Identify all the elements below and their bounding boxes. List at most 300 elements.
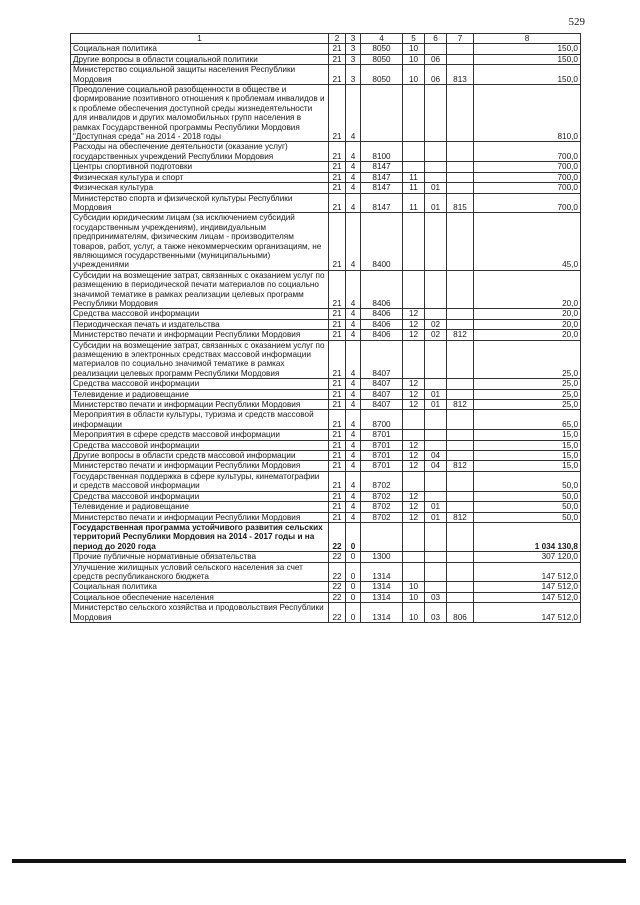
code-cell: 4 <box>346 172 361 182</box>
table-row <box>71 330 581 340</box>
code-cell: 4 <box>346 461 361 471</box>
code-cell: 06 <box>425 54 447 64</box>
code-cell: 0 <box>346 603 361 623</box>
code-cell: 01 <box>425 400 447 410</box>
amount-cell: 150,0 <box>474 65 581 85</box>
code-cell: 22 <box>329 552 346 562</box>
code-cell: 8147 <box>361 183 403 193</box>
table-row <box>71 54 581 64</box>
amount-cell: 15,0 <box>474 451 581 461</box>
code-cell: 03 <box>425 603 447 623</box>
code-cell <box>425 309 447 319</box>
code-cell: 3 <box>346 44 361 54</box>
row-name-cell: Министерство печати и информации Республики Мордовия <box>71 512 329 522</box>
table-row <box>71 410 581 430</box>
table-row <box>71 389 581 399</box>
code-cell: 8407 <box>361 379 403 389</box>
code-cell: 21 <box>329 172 346 182</box>
code-cell <box>425 379 447 389</box>
code-cell: 1300 <box>361 552 403 562</box>
code-cell: 21 <box>329 389 346 399</box>
code-cell: 21 <box>329 193 346 213</box>
column-header: 7 <box>447 34 474 44</box>
amount-cell: 307 120,0 <box>474 552 581 562</box>
code-cell <box>447 562 474 582</box>
code-cell <box>361 85 403 142</box>
code-cell <box>447 172 474 182</box>
code-cell <box>447 582 474 592</box>
code-cell: 8702 <box>361 502 403 512</box>
code-cell: 12 <box>403 309 425 319</box>
code-cell: 12 <box>403 502 425 512</box>
code-cell: 21 <box>329 400 346 410</box>
code-cell <box>447 142 474 162</box>
code-cell: 22 <box>329 592 346 602</box>
code-cell: 8702 <box>361 512 403 522</box>
code-cell <box>425 582 447 592</box>
code-cell: 21 <box>329 213 346 270</box>
amount-cell: 15,0 <box>474 461 581 471</box>
code-cell: 0 <box>346 592 361 602</box>
row-name-cell: Улучшение жилищных условий сельского населения за счет средств республиканского бюджета <box>71 562 329 582</box>
code-cell: 8406 <box>361 270 403 309</box>
row-name-cell: Периодическая печать и издательства <box>71 319 329 329</box>
code-cell: 812 <box>447 400 474 410</box>
code-cell: 8702 <box>361 471 403 491</box>
column-header: 2 <box>329 34 346 44</box>
table-header-row <box>71 34 581 44</box>
amount-cell: 147 512,0 <box>474 582 581 592</box>
code-cell: 02 <box>425 330 447 340</box>
row-name-cell: Расходы на обеспечение деятельности (оказание услуг) государственных учреждений Республики Мордовия <box>71 142 329 162</box>
code-cell: 0 <box>346 522 361 551</box>
code-cell <box>447 592 474 602</box>
code-cell <box>425 430 447 440</box>
code-cell: 0 <box>346 582 361 592</box>
row-name-cell: Физическая культура <box>71 183 329 193</box>
amount-cell: 50,0 <box>474 512 581 522</box>
code-cell: 4 <box>346 410 361 430</box>
table-row <box>71 193 581 213</box>
table-row <box>71 522 581 551</box>
row-name-cell: Средства массовой информации <box>71 491 329 501</box>
code-cell <box>425 491 447 501</box>
row-name-cell: Мероприятия в области культуры, туризма и средств массовой информации <box>71 410 329 430</box>
code-cell <box>425 552 447 562</box>
code-cell <box>403 340 425 379</box>
code-cell: 1314 <box>361 562 403 582</box>
table-row <box>71 502 581 512</box>
code-cell <box>361 522 403 551</box>
row-name-cell: Министерство сельского хозяйства и продовольствия Республики Мордовия <box>71 603 329 623</box>
amount-cell: 15,0 <box>474 440 581 450</box>
code-cell: 21 <box>329 491 346 501</box>
code-cell: 8407 <box>361 340 403 379</box>
code-cell: 21 <box>329 309 346 319</box>
code-cell: 8050 <box>361 44 403 54</box>
code-cell: 4 <box>346 309 361 319</box>
code-cell: 21 <box>329 430 346 440</box>
code-cell: 21 <box>329 451 346 461</box>
amount-cell: 150,0 <box>474 54 581 64</box>
code-cell: 02 <box>425 319 447 329</box>
table-row <box>71 162 581 172</box>
code-cell: 10 <box>403 65 425 85</box>
code-cell: 10 <box>403 592 425 602</box>
code-cell <box>403 142 425 162</box>
amount-cell: 20,0 <box>474 270 581 309</box>
table-row <box>71 309 581 319</box>
code-cell: 12 <box>403 330 425 340</box>
amount-cell: 50,0 <box>474 502 581 512</box>
row-name-cell: Социальная политика <box>71 44 329 54</box>
code-cell <box>447 491 474 501</box>
code-cell: 3 <box>346 65 361 85</box>
code-cell: 8702 <box>361 491 403 501</box>
code-cell: 8400 <box>361 213 403 270</box>
code-cell: 12 <box>403 389 425 399</box>
code-cell: 8147 <box>361 162 403 172</box>
code-cell: 0 <box>346 552 361 562</box>
code-cell: 8406 <box>361 309 403 319</box>
table-row <box>71 183 581 193</box>
amount-cell: 1 034 130,8 <box>474 522 581 551</box>
bottom-rule <box>12 859 626 863</box>
table-row <box>71 552 581 562</box>
code-cell: 21 <box>329 44 346 54</box>
code-cell: 4 <box>346 440 361 450</box>
code-cell <box>447 54 474 64</box>
code-cell: 10 <box>403 603 425 623</box>
amount-cell: 50,0 <box>474 471 581 491</box>
table-row <box>71 592 581 602</box>
code-cell <box>447 389 474 399</box>
code-cell <box>447 379 474 389</box>
code-cell <box>425 562 447 582</box>
table-row <box>71 85 581 142</box>
amount-cell: 147 512,0 <box>474 592 581 602</box>
code-cell: 8406 <box>361 330 403 340</box>
code-cell: 4 <box>346 491 361 501</box>
code-cell <box>447 183 474 193</box>
code-cell: 8147 <box>361 193 403 213</box>
row-name-cell: Другие вопросы в области средств массовой информации <box>71 451 329 461</box>
amount-cell: 45,0 <box>474 213 581 270</box>
code-cell: 812 <box>447 461 474 471</box>
code-cell: 4 <box>346 85 361 142</box>
row-name-cell: Прочие публичные нормативные обязательства <box>71 552 329 562</box>
table-row <box>71 562 581 582</box>
code-cell: 21 <box>329 461 346 471</box>
table-row <box>71 440 581 450</box>
row-name-cell: Министерство печати и информации Республики Мордовия <box>71 330 329 340</box>
row-name-cell: Министерство спорта и физической культуры Республики Мордовия <box>71 193 329 213</box>
code-cell <box>447 319 474 329</box>
code-cell: 8406 <box>361 319 403 329</box>
code-cell <box>425 162 447 172</box>
code-cell: 11 <box>403 193 425 213</box>
code-cell: 01 <box>425 389 447 399</box>
code-cell: 4 <box>346 270 361 309</box>
code-cell: 4 <box>346 193 361 213</box>
code-cell <box>425 471 447 491</box>
code-cell <box>425 522 447 551</box>
amount-cell: 25,0 <box>474 400 581 410</box>
code-cell <box>403 562 425 582</box>
code-cell: 806 <box>447 603 474 623</box>
code-cell: 8407 <box>361 389 403 399</box>
amount-cell: 20,0 <box>474 319 581 329</box>
code-cell <box>403 213 425 270</box>
code-cell: 8701 <box>361 461 403 471</box>
amount-cell: 700,0 <box>474 172 581 182</box>
row-name-cell: Субсидии на возмещение затрат, связанных с оказанием услуг по размещению в электронных средствах массовой информации материалов по социально значимой тематике в рамках реализации целевых программ Республики Мордовия <box>71 340 329 379</box>
code-cell: 21 <box>329 183 346 193</box>
row-name-cell: Министерство печати и информации Республики Мордовия <box>71 400 329 410</box>
code-cell: 8147 <box>361 172 403 182</box>
table-row <box>71 603 581 623</box>
table-row <box>71 340 581 379</box>
code-cell: 21 <box>329 85 346 142</box>
code-cell: 01 <box>425 512 447 522</box>
code-cell: 01 <box>425 193 447 213</box>
code-cell: 21 <box>329 54 346 64</box>
code-cell: 04 <box>425 461 447 471</box>
amount-cell: 700,0 <box>474 142 581 162</box>
code-cell <box>403 552 425 562</box>
code-cell: 8700 <box>361 410 403 430</box>
code-cell: 10 <box>403 582 425 592</box>
code-cell <box>447 309 474 319</box>
code-cell: 4 <box>346 162 361 172</box>
table-row <box>71 213 581 270</box>
code-cell: 22 <box>329 522 346 551</box>
row-name-cell: Средства массовой информации <box>71 309 329 319</box>
code-cell: 06 <box>425 65 447 85</box>
code-cell: 813 <box>447 65 474 85</box>
code-cell: 4 <box>346 142 361 162</box>
code-cell: 8701 <box>361 440 403 450</box>
code-cell <box>425 440 447 450</box>
code-cell: 815 <box>447 193 474 213</box>
code-cell <box>425 44 447 54</box>
code-cell: 21 <box>329 502 346 512</box>
row-name-cell: Другие вопросы в области социальной политики <box>71 54 329 64</box>
code-cell: 11 <box>403 183 425 193</box>
code-cell: 12 <box>403 379 425 389</box>
code-cell <box>447 162 474 172</box>
code-cell <box>447 270 474 309</box>
code-cell: 21 <box>329 512 346 522</box>
row-name-cell: Государственная поддержка в сфере культуры, кинематографии и средств массовой информации <box>71 471 329 491</box>
code-cell: 8701 <box>361 430 403 440</box>
code-cell: 21 <box>329 340 346 379</box>
code-cell <box>403 522 425 551</box>
code-cell: 12 <box>403 512 425 522</box>
code-cell: 22 <box>329 562 346 582</box>
code-cell: 21 <box>329 410 346 430</box>
code-cell: 21 <box>329 65 346 85</box>
code-cell <box>447 522 474 551</box>
code-cell: 4 <box>346 430 361 440</box>
code-cell: 4 <box>346 183 361 193</box>
code-cell: 12 <box>403 491 425 501</box>
row-name-cell: Государственная программа устойчивого развития сельских территорий Республики Мордовия на 2014 - 2017 годы и на период до 2020 года <box>71 522 329 551</box>
code-cell: 1314 <box>361 603 403 623</box>
code-cell: 8701 <box>361 451 403 461</box>
code-cell: 4 <box>346 502 361 512</box>
code-cell: 4 <box>346 451 361 461</box>
amount-cell: 15,0 <box>474 430 581 440</box>
row-name-cell: Средства массовой информации <box>71 440 329 450</box>
code-cell: 21 <box>329 162 346 172</box>
amount-cell: 700,0 <box>474 162 581 172</box>
code-cell: 0 <box>346 562 361 582</box>
code-cell: 4 <box>346 330 361 340</box>
code-cell <box>403 85 425 142</box>
table-row <box>71 44 581 54</box>
code-cell: 21 <box>329 440 346 450</box>
code-cell: 8050 <box>361 65 403 85</box>
code-cell: 4 <box>346 319 361 329</box>
code-cell: 12 <box>403 461 425 471</box>
code-cell <box>447 85 474 142</box>
code-cell: 10 <box>403 54 425 64</box>
amount-cell: 147 512,0 <box>474 562 581 582</box>
table-row <box>71 471 581 491</box>
amount-cell: 25,0 <box>474 340 581 379</box>
code-cell: 812 <box>447 512 474 522</box>
code-cell <box>425 213 447 270</box>
code-cell <box>447 471 474 491</box>
code-cell <box>425 142 447 162</box>
row-name-cell: Социальная политика <box>71 582 329 592</box>
code-cell: 4 <box>346 213 361 270</box>
amount-cell: 810,0 <box>474 85 581 142</box>
amount-cell: 147 512,0 <box>474 603 581 623</box>
table-row <box>71 400 581 410</box>
column-header: 5 <box>403 34 425 44</box>
column-header: 6 <box>425 34 447 44</box>
code-cell: 12 <box>403 451 425 461</box>
code-cell <box>403 162 425 172</box>
table-row <box>71 142 581 162</box>
code-cell <box>447 451 474 461</box>
code-cell: 03 <box>425 592 447 602</box>
row-name-cell: Телевидение и радиовещание <box>71 502 329 512</box>
column-header: 1 <box>71 34 329 44</box>
code-cell: 22 <box>329 582 346 592</box>
table-row <box>71 451 581 461</box>
code-cell <box>447 410 474 430</box>
column-header: 4 <box>361 34 403 44</box>
table-row <box>71 582 581 592</box>
code-cell <box>447 213 474 270</box>
table-row <box>71 172 581 182</box>
code-cell <box>425 172 447 182</box>
code-cell: 21 <box>329 319 346 329</box>
code-cell <box>447 340 474 379</box>
row-name-cell: Субсидии юридическим лицам (за исключением субсидий государственным учреждениям), индивидуальным предпринимателям, физическим лицам - производителям товаров, работ, услуг, а также некоммерческим организациям, не являющимся государственными (муниципальными) учреждениями <box>71 213 329 270</box>
code-cell <box>447 502 474 512</box>
amount-cell: 25,0 <box>474 379 581 389</box>
code-cell <box>403 270 425 309</box>
code-cell: 4 <box>346 340 361 379</box>
code-cell: 12 <box>403 440 425 450</box>
code-cell <box>425 340 447 379</box>
code-cell: 12 <box>403 400 425 410</box>
amount-cell: 150,0 <box>474 44 581 54</box>
code-cell: 4 <box>346 400 361 410</box>
code-cell: 4 <box>346 512 361 522</box>
row-name-cell: Физическая культура и спорт <box>71 172 329 182</box>
amount-cell: 25,0 <box>474 389 581 399</box>
code-cell <box>447 430 474 440</box>
row-name-cell: Телевидение и радиовещание <box>71 389 329 399</box>
amount-cell: 20,0 <box>474 330 581 340</box>
page-number: 529 <box>568 16 585 28</box>
code-cell: 4 <box>346 379 361 389</box>
amount-cell: 700,0 <box>474 193 581 213</box>
code-cell: 21 <box>329 330 346 340</box>
code-cell <box>425 410 447 430</box>
table-row <box>71 491 581 501</box>
code-cell: 4 <box>346 471 361 491</box>
amount-cell: 700,0 <box>474 183 581 193</box>
code-cell: 21 <box>329 270 346 309</box>
code-cell <box>425 270 447 309</box>
table-row <box>71 512 581 522</box>
code-cell: 1314 <box>361 592 403 602</box>
column-header: 3 <box>346 34 361 44</box>
row-name-cell: Министерство печати и информации Республики Мордовия <box>71 461 329 471</box>
column-header: 8 <box>474 34 581 44</box>
table-row <box>71 65 581 85</box>
code-cell: 04 <box>425 451 447 461</box>
code-cell <box>447 440 474 450</box>
row-name-cell: Центры спортивной подготовки <box>71 162 329 172</box>
row-name-cell: Субсидии на возмещение затрат, связанных с оказанием услуг по размещению в периодической печати материалов по социально значимой тематике в рамках реализации целевых программ Республики Мордовия <box>71 270 329 309</box>
budget-table <box>70 33 581 623</box>
code-cell: 10 <box>403 44 425 54</box>
table-row <box>71 430 581 440</box>
code-cell <box>403 410 425 430</box>
code-cell: 8407 <box>361 400 403 410</box>
code-cell: 4 <box>346 389 361 399</box>
table-row <box>71 461 581 471</box>
code-cell: 3 <box>346 54 361 64</box>
amount-cell: 20,0 <box>474 309 581 319</box>
row-name-cell: Мероприятия в сфере средств массовой информации <box>71 430 329 440</box>
code-cell: 01 <box>425 183 447 193</box>
code-cell: 21 <box>329 142 346 162</box>
code-cell: 22 <box>329 603 346 623</box>
code-cell <box>403 471 425 491</box>
code-cell: 12 <box>403 319 425 329</box>
code-cell: 21 <box>329 471 346 491</box>
code-cell <box>425 85 447 142</box>
table-row <box>71 270 581 309</box>
code-cell <box>403 430 425 440</box>
code-cell: 01 <box>425 502 447 512</box>
row-name-cell: Преодоление социальной разобщенности в обществе и формирование позитивного отношения к проблемам инвалидов и к проблеме обеспечения доступной среды жизнедеятельности для инвалидов и других маломобильных групп населения в рамках Государственной программы Республики Мордовия "Доступная среда" на 2014 - 2018 годы <box>71 85 329 142</box>
code-cell <box>447 552 474 562</box>
amount-cell: 65,0 <box>474 410 581 430</box>
code-cell <box>447 44 474 54</box>
code-cell: 8050 <box>361 54 403 64</box>
code-cell: 11 <box>403 172 425 182</box>
table-row <box>71 379 581 389</box>
